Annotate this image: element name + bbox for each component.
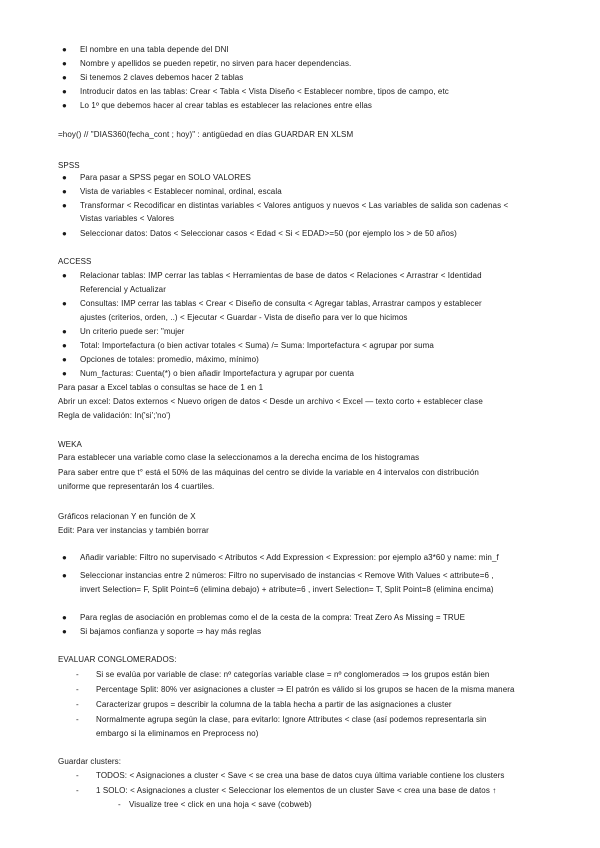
dash-icon: - [76, 700, 79, 709]
note-line: Lo 1º que debemos hacer al crear tablas es establecer las relaciones entre ellas [80, 101, 372, 110]
bullet-icon: ● [62, 173, 67, 182]
note-line: Regla de validación: In('si';'no') [58, 411, 171, 420]
note-line: Para saber entre que t° está el 50% de las máquinas del centro se divide la variable en 4 intervalos con distribución [58, 468, 479, 477]
note-line: El nombre en una tabla depende del DNI [80, 45, 229, 54]
note-line: Nombre y apellidos se pueden repetir, no sirven para hacer dependencias. [80, 59, 352, 68]
section-heading-access: ACCESS [58, 257, 92, 266]
note-line: Seleccionar instancias entre 2 números: Filtro no supervisado de instancias < Remove With Values < attribute=6 , [80, 571, 494, 580]
note-line: Para pasar a Excel tablas o consultas se hace de 1 en 1 [58, 383, 264, 392]
note-line-cont: ajustes (criterios, orden, ..) < Ejecutar < Guardar - Vista de diseño para ver lo que hicimos [80, 313, 408, 322]
bullet-icon: ● [62, 627, 67, 636]
dash-icon: - [76, 786, 79, 795]
note-line: Consultas: IMP cerrar las tablas < Crear < Diseño de consulta < Agregar tablas, Arrastrar campos y establecer [80, 299, 482, 308]
bullet-icon: ● [62, 201, 67, 210]
note-line: Normalmente agrupa según la clase, para evitarlo: Ignore Attributes < clase (así podemos representarla sin [96, 715, 487, 724]
section-heading-weka: WEKA [58, 440, 82, 449]
bullet-icon: ● [62, 341, 67, 350]
bullet-icon: ● [62, 369, 67, 378]
note-line: Num_facturas: Cuenta(*) o bien añadir Importefactura y agrupar por cuenta [80, 369, 355, 378]
bullet-icon: ● [62, 187, 67, 196]
note-line: Vista de variables < Establecer nominal, ordinal, escala [80, 187, 282, 196]
note-line: TODOS: < Asignaciones a cluster < Save < se crea una base de datos cuya última variable contiene los clusters [96, 771, 505, 780]
formula-line: =hoy() // "DIAS360(fecha_cont ; hoy)" : antigüedad en días GUARDAR EN XLSM [58, 130, 354, 139]
note-line: 1 SOLO: < Asignaciones a cluster < Seleccionar los elementos de un cluster Save < crea una base de datos ↑ [96, 786, 497, 795]
bullet-icon: ● [62, 327, 67, 336]
section-heading-spss: SPSS [58, 161, 80, 170]
note-line: Introducir datos en las tablas: Crear < Tabla < Vista Diseño < Establecer nombre, tipos de campo, etc [80, 87, 449, 96]
bullet-icon: ● [62, 87, 67, 96]
note-line: Visualize tree < click en una hoja < save (cobweb) [129, 800, 312, 809]
bullet-icon: ● [62, 229, 67, 238]
note-line: Seleccionar datos: Datos < Seleccionar casos < Edad < Si < EDAD>=50 (por ejemplo los > de 50 años) [80, 229, 457, 238]
note-line: Un criterio puede ser: "mujer [80, 327, 185, 336]
note-line: Para reglas de asociación en problemas como el de la cesta de la compra: Treat Zero As Missing = TRUE [80, 613, 466, 622]
bullet-icon: ● [62, 299, 67, 308]
bullet-icon: ● [62, 355, 67, 364]
bullet-icon: ● [62, 101, 67, 110]
note-line-cont: Referencial y Actualizar [80, 285, 166, 294]
note-line: Gráficos relacionan Y en función de X [58, 512, 196, 521]
bullet-icon: ● [62, 613, 67, 622]
note-line: Para pasar a SPSS pegar en SOLO VALORES [80, 173, 251, 182]
note-line: Relacionar tablas: IMP cerrar las tablas < Herramientas de base de datos < Relaciones < Arrastrar < Identidad [80, 271, 482, 280]
note-line: Para establecer una variable como clase la seleccionamos a la derecha encima de los histogramas [58, 453, 420, 462]
note-line: uniforme que representarán los 4 cuartiles. [58, 482, 215, 491]
note-line: Percentage Split: 80% ver asignaciones a cluster ⇒ El patrón es válido si los grupos se hacen de la misma manera [96, 685, 515, 694]
bullet-icon: ● [62, 571, 67, 580]
bullet-icon: ● [62, 271, 67, 280]
section-heading-guardar: Guardar clusters: [58, 757, 122, 766]
section-heading-evaluar: EVALUAR CONGLOMERADOS: [58, 655, 177, 664]
note-line: Total: Importefactura (o bien activar totales < Suma) /= Suma: Importefactura < agrupar por suma [80, 341, 434, 350]
dash-icon: - [76, 771, 79, 780]
note-line: Abrir un excel: Datos externos < Nuevo origen de datos < Desde un archivo < Excel — texto corto + establecer clase [58, 397, 483, 406]
note-line: Edit: Para ver instancias y también borrar [58, 526, 209, 535]
note-line: Si bajamos confianza y soporte ⇒ hay más reglas [80, 627, 262, 636]
note-line: Añadir variable: Filtro no supervisado < Atributos < Add Expression < Expression: por ejemplo a3*60 y name: min_f [80, 553, 499, 562]
dash-icon: - [76, 715, 79, 724]
dash-icon: - [76, 670, 79, 679]
note-line-cont: Vistas variables < Valores [80, 214, 175, 223]
note-line-cont: invert Selection= F, Split Point=6 (elimina debajo) + atribute=6 , invert Selection= T, Split Point=8 (elimina encima) [80, 585, 494, 594]
dash-icon: - [76, 685, 79, 694]
note-line: Opciones de totales: promedio, máximo, mínimo) [80, 355, 259, 364]
bullet-icon: ● [62, 73, 67, 82]
bullet-icon: ● [62, 553, 67, 562]
bullet-icon: ● [62, 45, 67, 54]
bullet-icon: ● [62, 59, 67, 68]
note-line: Caracterizar grupos = describir la columna de la tabla hecha a partir de las asignaciones a cluster [96, 700, 452, 709]
dash-icon: - [118, 800, 121, 809]
note-line: Si se evalúa por variable de clase: nº categorías variable clase = nº conglomerados ⇒ los grupos están bien [96, 670, 490, 679]
note-line: Si tenemos 2 claves debemos hacer 2 tablas [80, 73, 244, 82]
note-line: Transformar < Recodificar en distintas variables < Valores antiguos y nuevos < Las variables de salida son cadenas < [80, 201, 509, 210]
note-line-cont: embargo si la eliminamos en Preprocess no) [96, 729, 259, 738]
